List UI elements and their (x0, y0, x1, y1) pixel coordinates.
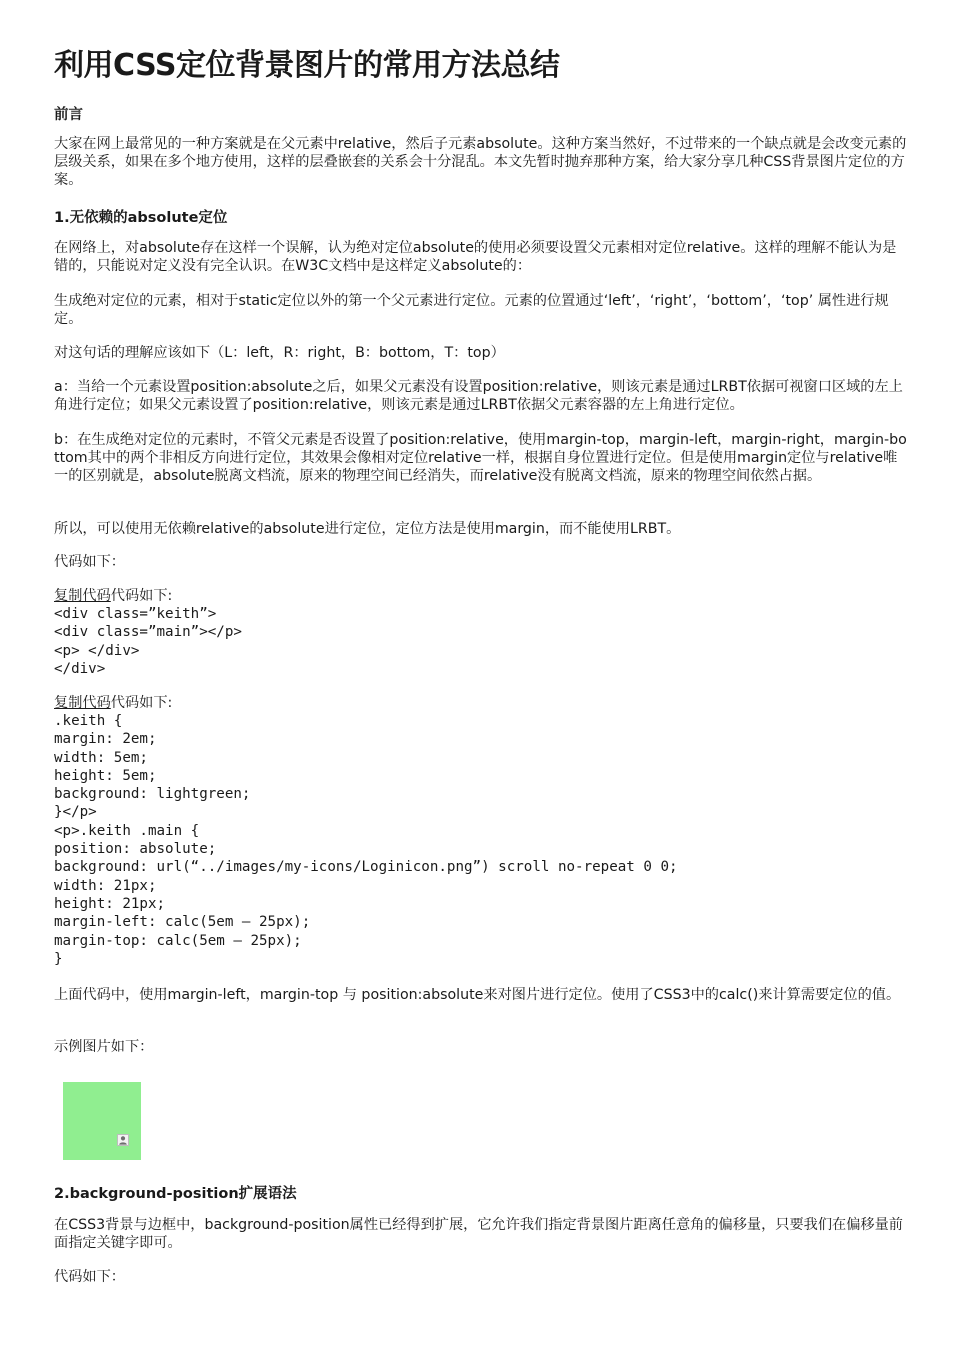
css-code-block: .keith { margin: 2em; width: 5em; height: 5em; background: lightgreen; }</p> <p>.keith .main { position: absolute; background: url(“../images/my-icons/Loginicon.png”) scroll no-repeat 0 0; width: 21px; height: 21px; margin-left: calc(5em – 25px); margin-top: calc(5em – 25px); } (54, 713, 678, 967)
section1-heading: 1.无依赖的absolute定位 (54, 210, 228, 226)
preface-heading: 前言 (54, 107, 83, 123)
example-lightgreen-box (63, 1082, 141, 1160)
example-image-label: 示例图片如下： (54, 1039, 154, 1055)
section1-paragraph-5: b：在生成绝对定位的元素时，不管父元素是否设置了position:relative，使用margin-top，margin-left，margin-right，margin-bottom其中的两个非相反方向进行定位，其效果会像相对定位relative一样，根据自身位置进行定位。但是使用margin定位与relative唯一的区别就是，absolute脱离文档流，原来的物理空间已经消失，而relative没有脱离文档流，原来的物理空间依然占据。 (54, 432, 907, 484)
user-icon (117, 1134, 129, 1146)
copy-code-link[interactable]: 复制代码 (54, 695, 111, 711)
section1-paragraph-6: 所以，可以使用无依赖relative的absolute进行定位，定位方法是使用margin，而不能使用LRBT。 (54, 521, 681, 537)
page-title: 利用CSS定位背景图片的常用方法总结 (54, 48, 560, 83)
code-intro: 代码如下： (54, 554, 125, 570)
copy-code-link[interactable]: 复制代码 (54, 588, 111, 604)
preface-paragraph: 大家在网上最常见的一种方案就是在父元素中relative，然后子元素absolute。这种方案当然好，不过带来的一个缺点就是会改变元素的层级关系，如果在多个地方使用，这样的层叠嵌套的关系会十分混乱。本文先暂时抛弃那种方案，给大家分享几种CSS背景图片定位的方案。 (54, 136, 907, 188)
section1-paragraph-1: 在网络上，对absolute存在这样一个误解，认为绝对定位absolute的使用必须要设置父元素相对定位relative。这样的理解不能认为是错的，只能说对定义没有完全认识。在W3C文档中是这样定义absolute的： (54, 240, 897, 274)
html-code-block: <div class=”keith”> <div class=”main”></p> <p> </div> </div> (54, 606, 242, 677)
copy-code-line-1 (54, 587, 910, 605)
section2-heading: 2.background-position扩展语法 (54, 1186, 297, 1202)
section1-paragraph-3: 对这句话的理解应该如下（L：left，R：right，B：bottom，T：top） (54, 345, 505, 361)
section1-paragraph-2: 生成绝对定位的元素，相对于static定位以外的第一个父元素进行定位。元素的位置通过‘left’，‘right’，‘bottom’，‘top’ 属性进行规定。 (54, 293, 889, 327)
section1-paragraph-7: 上面代码中，使用margin-left，margin-top 与 position:absolute来对图片进行定位。使用了CSS3中的calc()来计算需要定位的值。 (54, 987, 901, 1003)
section2-paragraph-1: 在CSS3背景与边框中，background-position属性已经得到扩展，它允许我们指定背景图片距离任意角的偏移量，只要我们在偏移量前面指定关键字即可。 (54, 1217, 903, 1251)
copy-code-suffix: 代码如下: (110, 588, 173, 604)
copy-code-suffix: 代码如下: (110, 695, 173, 711)
section2-code-intro: 代码如下： (54, 1269, 125, 1285)
copy-code-line-2 (54, 694, 910, 712)
section1-paragraph-4: a：当给一个元素设置position:absolute之后，如果父元素没有设置position:relative，则该元素是通过LRBT依据可视窗口区域的左上角进行定位；如果父元素设置了position:relative，则该元素是通过LRBT依据父元素容器的左上角进行定位。 (54, 379, 903, 413)
